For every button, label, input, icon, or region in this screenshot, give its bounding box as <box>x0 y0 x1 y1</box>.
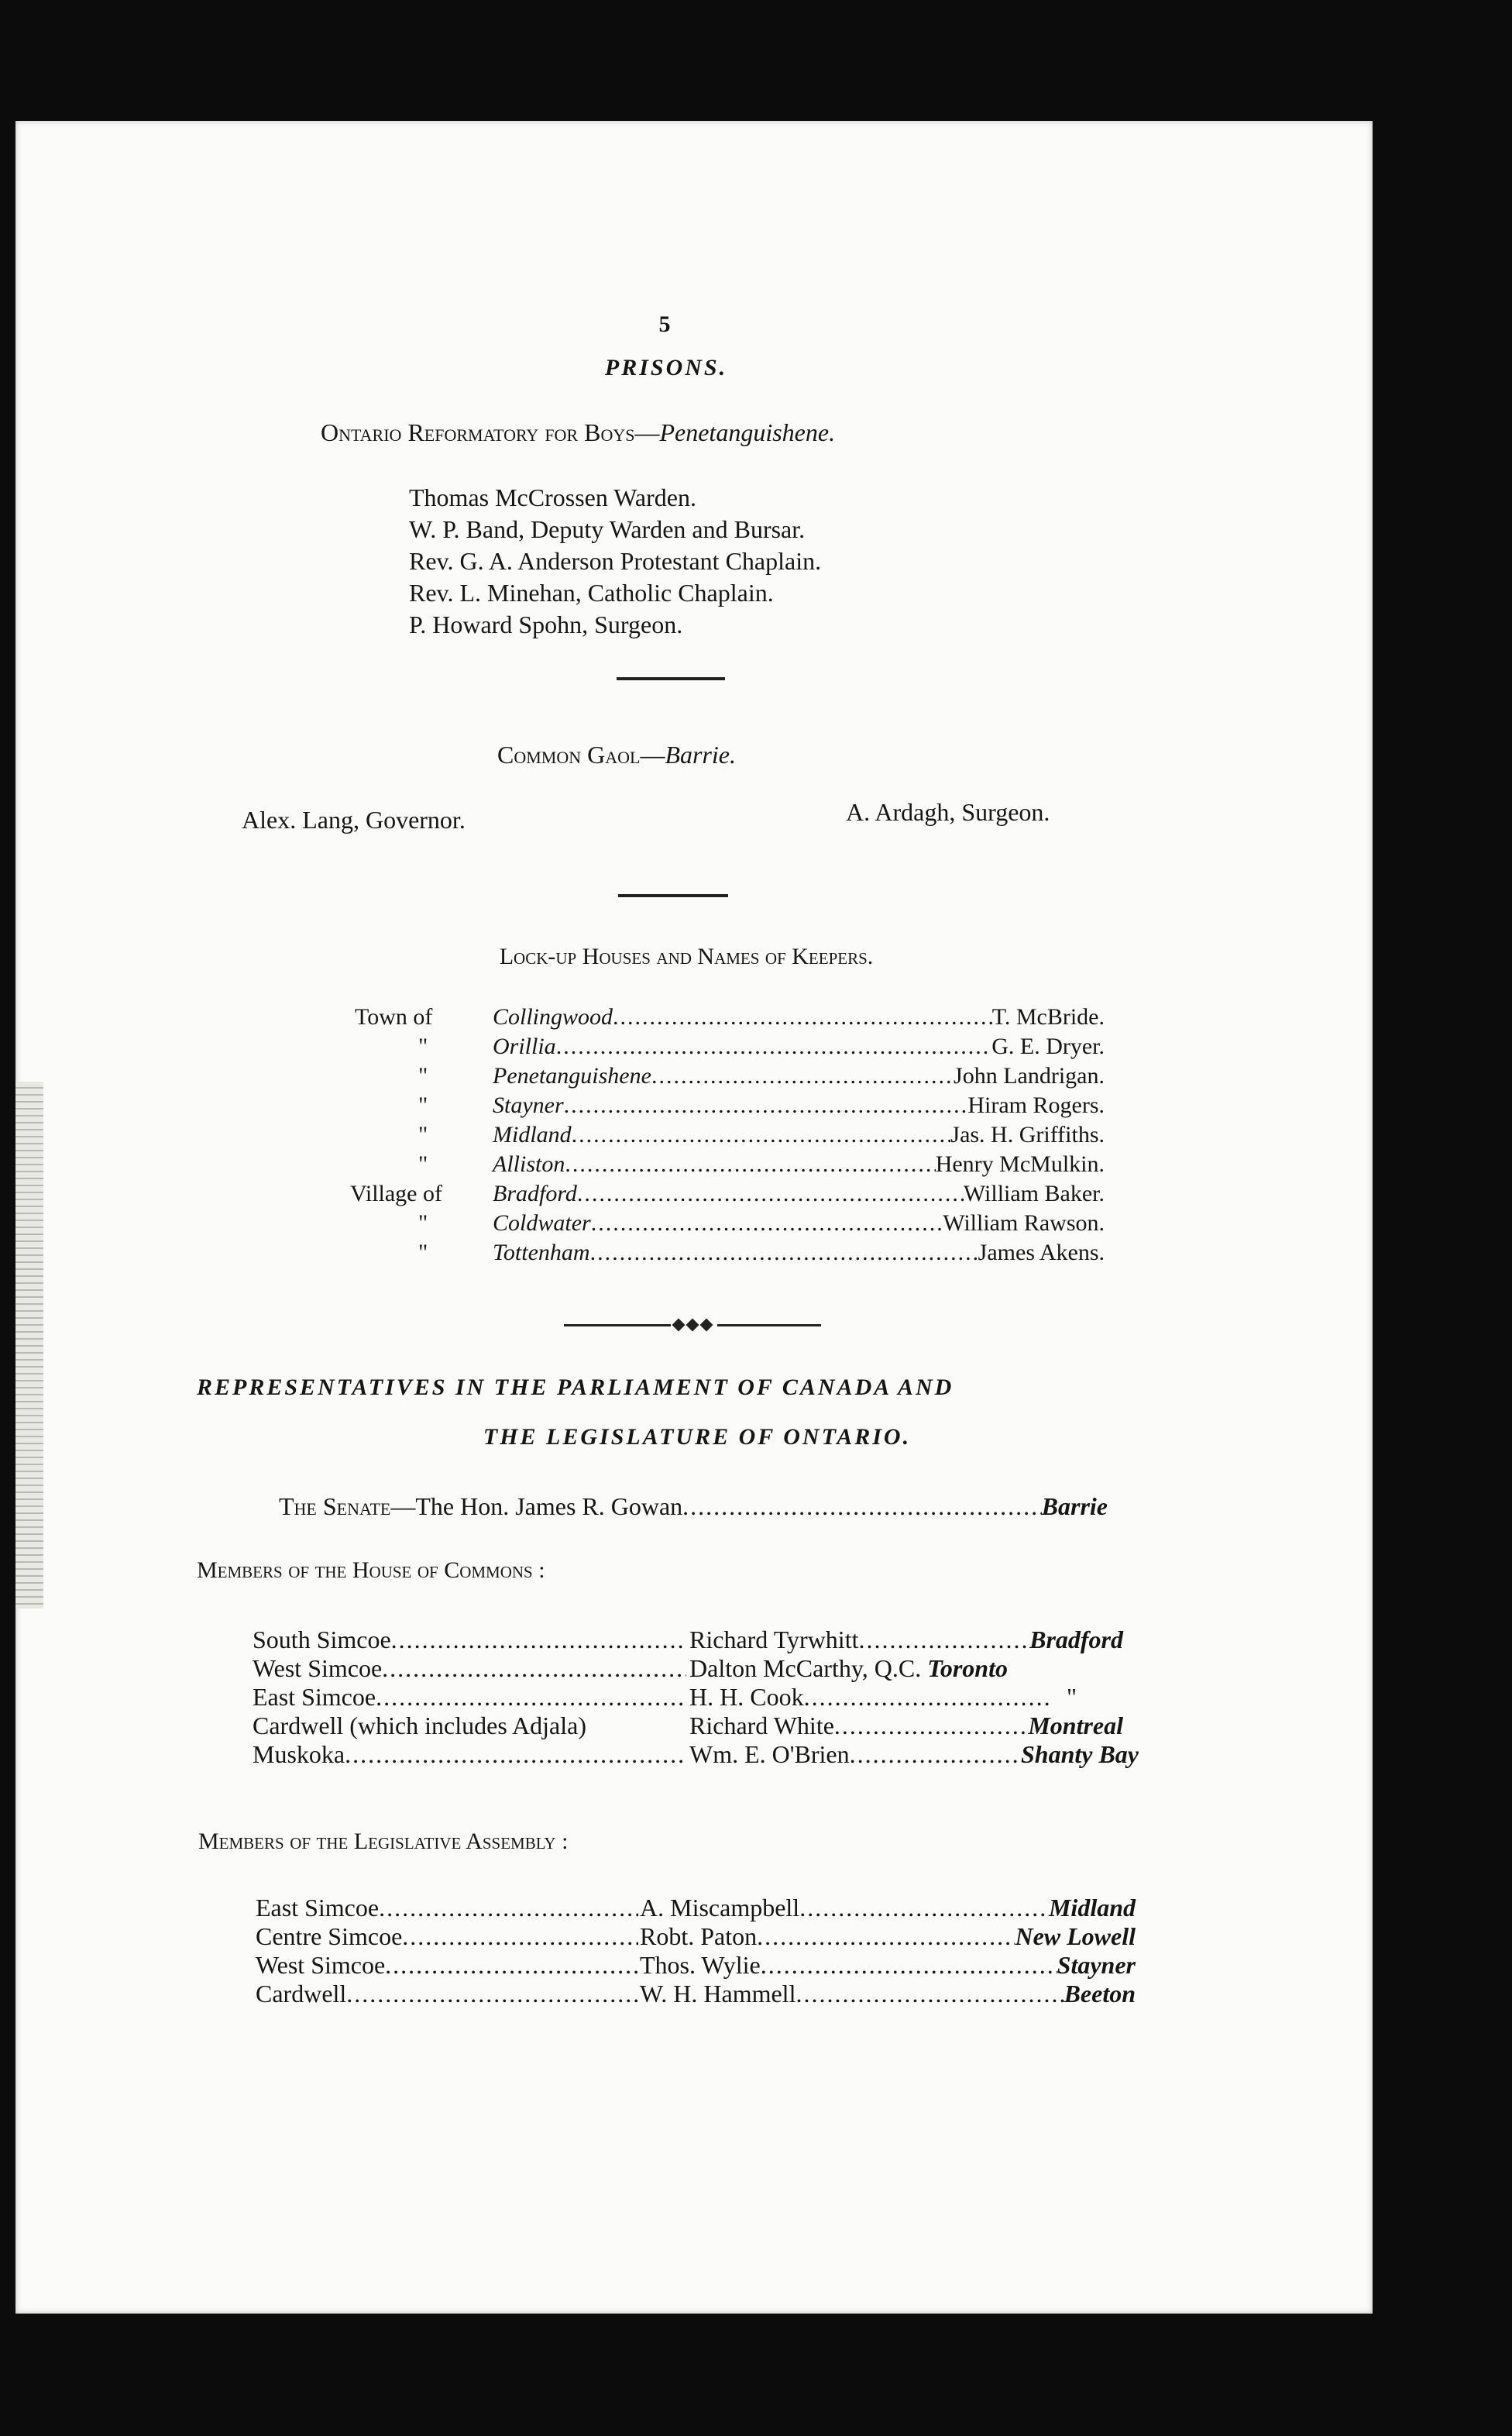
reformatory-place: Penetanguishene. <box>659 418 836 446</box>
commons-riding-row <box>253 1683 686 1712</box>
commons-place: Montreal <box>1028 1712 1123 1739</box>
lockup-keeper: Henry McMulkin. <box>935 1151 1105 1177</box>
lockup-keeper: William Rawson. <box>943 1210 1105 1236</box>
assembly-member-row <box>640 1980 1136 2008</box>
senate-label: The Senate <box>279 1492 391 1520</box>
commons-member: Richard White <box>689 1712 834 1739</box>
assembly-riding: Centre Simcoe <box>256 1922 403 1950</box>
ditto-mark: " <box>418 1240 428 1265</box>
commons-place: Shanty Bay <box>1020 1740 1139 1768</box>
assembly-place: Beeton <box>1064 1980 1136 2008</box>
commons-heading: Members of the House of Commons : <box>197 1557 545 1583</box>
staff-line: Rev. G. A. Anderson Protestant Chaplain. <box>409 547 822 575</box>
commons-riding: South Simcoe <box>253 1626 391 1653</box>
assembly-heading: Members of the Legislative Assembly : <box>198 1829 569 1854</box>
gaol-surgeon: A. Ardagh, Surgeon. <box>846 798 1050 826</box>
staff-line: Rev. L. Minehan, Catholic Chaplain. <box>409 579 774 607</box>
document-page <box>15 121 1373 2314</box>
senate-place: Barrie <box>1041 1492 1108 1520</box>
assembly-riding: West Simcoe <box>256 1951 386 1979</box>
ornament-divider <box>564 1317 821 1333</box>
commons-member: H. H. Cook <box>689 1683 804 1711</box>
assembly-member: Thos. Wylie <box>640 1951 761 1979</box>
assembly-table <box>256 1894 1146 2025</box>
gaol-name: Common Gaol <box>497 741 641 769</box>
representatives-heading-line2: THE LEGISLATURE OF ONTARIO. <box>483 1424 912 1450</box>
assembly-riding-row <box>256 1894 638 1922</box>
lockup-place: Collingwood <box>493 1004 613 1030</box>
lockup-keeper: Jas. H. Griffiths. <box>950 1122 1105 1147</box>
ditto-mark: " <box>418 1034 428 1059</box>
lockup-place: Stayner <box>493 1092 564 1118</box>
ditto-mark: " <box>418 1092 428 1118</box>
commons-riding-row <box>253 1712 686 1740</box>
ditto-mark: " <box>1066 1683 1077 1711</box>
binding-edge <box>15 1082 43 1609</box>
commons-place: Bradford <box>1029 1626 1123 1653</box>
staff-line: W. P. Band, Deputy Warden and Bursar. <box>409 515 806 543</box>
page-number: 5 <box>658 311 671 337</box>
gaol-heading: Common Gaol—Barrie. <box>497 741 736 769</box>
lockup-keeper: Hiram Rogers. <box>967 1092 1105 1118</box>
assembly-place: Stayner <box>1057 1951 1136 1979</box>
commons-member-row <box>689 1626 1123 1654</box>
lockup-place: Alliston <box>493 1151 565 1177</box>
lockups-heading: Lock-up Houses and Names of Keepers. <box>499 944 874 969</box>
assembly-riding: Cardwell <box>256 1980 347 2008</box>
lockup-row <box>493 1240 1105 1266</box>
commons-member: Richard Tyrwhitt <box>689 1626 859 1653</box>
lockup-place: Bradford <box>493 1181 577 1206</box>
lockup-row <box>493 1092 1105 1119</box>
assembly-place: Midland <box>1048 1894 1136 1922</box>
lockup-row <box>493 1004 1105 1030</box>
lockup-place: Tottenham <box>493 1240 590 1265</box>
lockup-keeper: William Baker. <box>963 1181 1105 1206</box>
gaol-place: Barrie. <box>665 741 736 769</box>
commons-riding: West Simcoe <box>253 1654 383 1682</box>
commons-riding: Muskoka <box>253 1740 345 1768</box>
commons-member-row <box>689 1740 1139 1769</box>
lockup-place: Penetanguishene <box>493 1063 651 1089</box>
ditto-mark: " <box>418 1151 428 1177</box>
assembly-place: New Lowell <box>1015 1922 1136 1950</box>
ditto-mark: " <box>418 1210 428 1236</box>
staff-line: P. Howard Spohn, Surgeon. <box>409 611 683 638</box>
lockup-place: Orillia <box>493 1034 556 1059</box>
commons-riding-row <box>253 1626 686 1654</box>
divider-rule <box>617 677 725 680</box>
lockup-row <box>493 1181 1105 1207</box>
gaol-governor: Alex. Lang, Governor. <box>242 806 466 834</box>
representatives-heading-line1: REPRESENTATIVES IN THE PARLIAMENT OF CANADA AND <box>197 1375 954 1400</box>
commons-table <box>253 1626 1143 1781</box>
commons-riding: East Simcoe <box>253 1683 376 1711</box>
lockup-keeper: T. McBride. <box>991 1004 1105 1030</box>
senate-member: The Hon. James R. Gowan <box>415 1492 683 1520</box>
commons-member-row <box>689 1654 1123 1683</box>
divider-rule <box>618 894 728 897</box>
commons-member: Wm. E. O'Brien <box>689 1740 850 1768</box>
commons-member-row <box>689 1683 1077 1712</box>
lockup-prefix: Village of <box>350 1181 442 1206</box>
lockup-prefix: Town of <box>355 1004 433 1030</box>
lockup-row <box>493 1063 1105 1089</box>
assembly-member-row <box>640 1894 1136 1922</box>
lockup-row <box>493 1210 1105 1237</box>
commons-riding: Cardwell (which includes Adjala) <box>253 1712 586 1739</box>
lockup-row <box>493 1151 1105 1178</box>
prisons-heading: PRISONS. <box>604 355 728 380</box>
commons-place: Toronto <box>927 1654 1008 1682</box>
reformatory-staff <box>409 482 821 641</box>
lockup-row <box>493 1122 1105 1148</box>
lockup-keeper: James Akens. <box>978 1240 1105 1265</box>
staff-line: Thomas McCrossen Warden. <box>409 483 696 511</box>
reformatory-name: Ontario Reformatory for Boys <box>321 418 635 446</box>
assembly-riding-row <box>256 1922 638 1951</box>
lockup-row <box>493 1034 1105 1060</box>
senate-row: The Senate — The Hon. James R. Gowan ..... Barrie <box>279 1492 1108 1521</box>
reformatory-heading: Ontario Reformatory for Boys—Penetanguishene. <box>321 418 836 446</box>
commons-member-row <box>689 1712 1123 1740</box>
lockup-place: Midland <box>493 1122 572 1147</box>
ditto-mark: " <box>418 1063 428 1089</box>
assembly-riding-row <box>256 1980 638 2008</box>
assembly-member: W. H. Hammell <box>640 1980 796 2008</box>
commons-member: Dalton McCarthy, Q.C. <box>689 1654 922 1682</box>
assembly-member: A. Miscampbell <box>640 1894 800 1922</box>
assembly-member-row <box>640 1922 1136 1951</box>
assembly-member: Robt. Paton <box>640 1922 758 1950</box>
assembly-member-row <box>640 1951 1136 1980</box>
lockup-keeper: G. E. Dryer. <box>991 1034 1105 1059</box>
lockup-keeper: John Landrigan. <box>954 1063 1105 1089</box>
commons-riding-row <box>253 1654 686 1683</box>
lockup-place: Coldwater <box>493 1210 591 1236</box>
commons-riding-row <box>253 1740 686 1769</box>
lockups-table <box>332 1004 1106 1306</box>
assembly-riding: East Simcoe <box>256 1894 380 1922</box>
ditto-mark: " <box>418 1122 428 1147</box>
assembly-riding-row <box>256 1951 638 1980</box>
